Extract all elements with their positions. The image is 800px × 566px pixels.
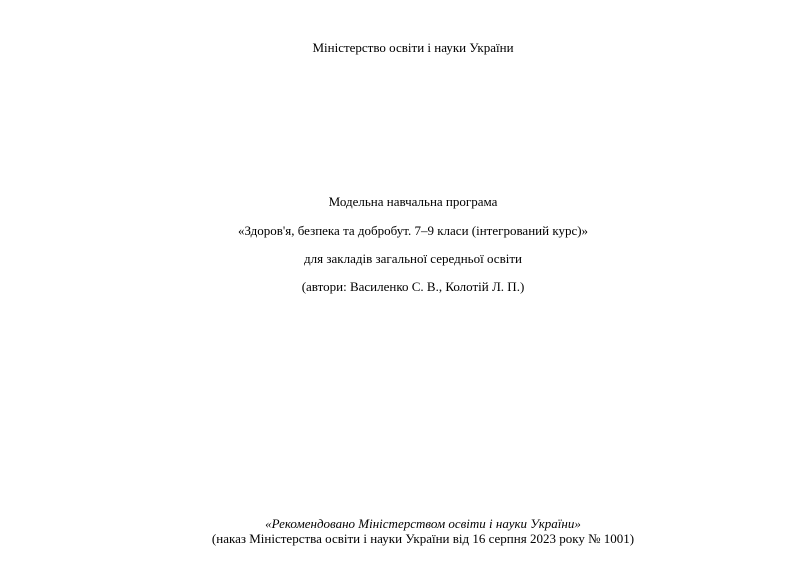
order-reference: (наказ Міністерства освіти і науки України від 16 серпня 2023 року № 1001) xyxy=(211,531,635,546)
program-type: Модельна навчальна програма xyxy=(328,194,498,209)
ministry-header: Міністерство освіти і науки України xyxy=(312,40,514,55)
program-authors: (автори: Василенко С. В., Колотій Л. П.) xyxy=(301,279,525,294)
recommendation-note: «Рекомендовано Міністерством освіти і науки України» xyxy=(265,516,581,531)
program-title: «Здоров'я, безпека та добробут. 7–9 класи (інтегрований курс)» xyxy=(237,223,589,238)
program-audience: для закладів загальної середньої освіти xyxy=(304,251,522,266)
